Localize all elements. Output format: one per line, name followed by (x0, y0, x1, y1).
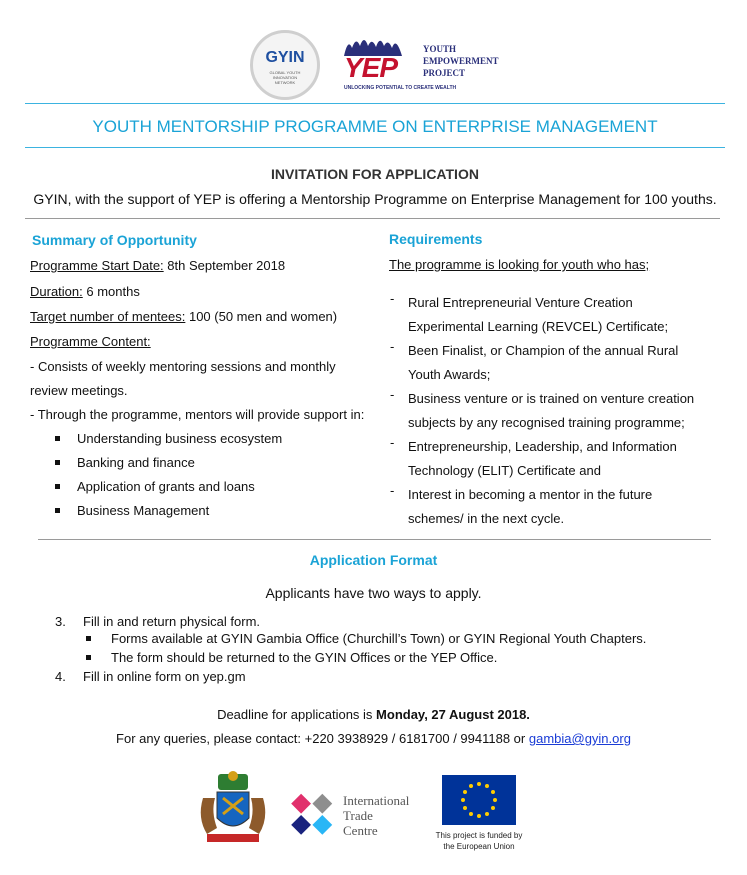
step-number: 3. (55, 614, 66, 629)
eu-line: This project is funded by (435, 831, 523, 840)
requirement-item (408, 435, 677, 483)
requirement-item (408, 291, 668, 339)
requirement-line: Entrepreneurship, Leadership, and Information (408, 439, 677, 454)
content-line-1a: - Consists of weekly mentoring sessions and monthly (30, 359, 336, 374)
content-line-1b: review meetings. (30, 383, 128, 398)
requirement-line: schemes/ in the next cycle. (408, 511, 565, 526)
step-sub-item: The form should be returned to the GYIN Offices or the YEP Office. (111, 650, 498, 665)
requirement-dash: - (390, 483, 395, 498)
contact-email-link[interactable]: gambia@gyin.org (528, 731, 631, 746)
gyin-logo (250, 30, 320, 100)
requirement-line: Experimental Learning (REVCEL) Certificate; (408, 319, 669, 334)
deadline-date: Monday, 27 August 2018. (376, 707, 530, 722)
title-rule-bottom (25, 147, 725, 148)
requirement-item (408, 339, 678, 387)
requirements-lead: The programme is looking for youth who has; (389, 257, 650, 272)
requirement-dash: - (390, 339, 395, 354)
itc-line: Centre (343, 823, 378, 838)
duration-label: Duration: (30, 284, 83, 299)
yep-logo (342, 34, 512, 94)
section-rule (38, 539, 711, 540)
itc-text (343, 793, 409, 838)
deadline-prefix: Deadline for applications is (217, 707, 377, 722)
requirement-line: Youth Awards; (408, 367, 491, 382)
summary-bullet: Business Management (77, 503, 210, 518)
duration-value: 6 months (82, 284, 140, 299)
itc-line: International (343, 793, 410, 808)
format-lead: Applicants have two ways to apply. (265, 585, 482, 601)
bullet-marker (55, 508, 60, 513)
content-label: Programme Content: (30, 334, 151, 349)
requirement-line: Technology (ELIT) Certificate and (408, 463, 601, 478)
yep-name-2: EMPOWERMENT (423, 56, 499, 66)
gyin-logo-sub: GLOBAL YOUTH INNOVATION NETWORK (269, 70, 301, 85)
yep-logo-text: YEP (344, 52, 398, 83)
intro-text: GYIN, with the support of YEP is offering a Mentorship Programme on Enterprise Management for 100 youths. (33, 191, 717, 207)
eu-line: the European Union (443, 842, 515, 851)
requirements-heading: Requirements (389, 231, 483, 247)
mentees-value: 100 (50 men and women) (185, 309, 338, 324)
requirement-dash: - (390, 387, 395, 402)
summary-heading: Summary of Opportunity (32, 232, 197, 248)
summary-bullet: Application of grants and loans (77, 479, 255, 494)
content-line-2: - Through the programme, mentors will provide support in: (30, 407, 365, 422)
requirement-line: Interest in becoming a mentor in the future (408, 487, 653, 502)
contact-prefix: For any queries, please contact: +220 3938929 / 6181700 / 9941188 or (116, 731, 529, 746)
intro-rule (25, 218, 720, 219)
step-sub-item: Forms available at GYIN Gambia Office (Churchill’s Town) or GYIN Regional Youth Chapters. (111, 631, 647, 646)
page-title: YOUTH MENTORSHIP PROGRAMME ON ENTERPRISE MANAGEMENT (92, 117, 658, 136)
gambia-coat-of-arms-icon (193, 768, 273, 848)
step-text: Fill in online form on yep.gm (83, 669, 246, 684)
requirement-line: Been Finalist, or Champion of the annual Rural (408, 343, 679, 358)
itc-line: Trade (343, 808, 373, 823)
summary-bullet: Understanding business ecosystem (77, 431, 283, 446)
bullet-marker (55, 436, 60, 441)
mentees-label: Target number of mentees: (30, 309, 186, 324)
title-rule-top (25, 103, 725, 104)
yep-name-1: YOUTH (423, 44, 457, 54)
start-date-line (30, 258, 285, 273)
requirement-item (408, 483, 652, 531)
bullet-marker (86, 636, 91, 641)
requirement-item (408, 387, 694, 435)
start-date-label: Programme Start Date: (30, 258, 164, 273)
requirement-line: Rural Entrepreneurial Venture Creation (408, 295, 633, 310)
requirement-dash: - (390, 435, 395, 450)
eu-flag-icon (442, 775, 516, 825)
step-text: Fill in and return physical form. (83, 614, 261, 629)
bullet-marker (55, 484, 60, 489)
yep-tagline: UNLOCKING POTENTIAL TO CREATE WEALTH (344, 85, 457, 91)
summary-bullet: Banking and finance (77, 455, 195, 470)
bullet-marker (55, 460, 60, 465)
requirement-dash: - (390, 291, 395, 306)
eu-funding-text (422, 830, 536, 852)
bullet-marker (86, 655, 91, 660)
requirement-line: subjects by any recognised training programme; (408, 415, 685, 430)
mentees-line (30, 309, 337, 324)
requirement-line: Business venture or is trained on venture creation (408, 391, 695, 406)
itc-logo-icon (283, 787, 339, 843)
subtitle: INVITATION FOR APPLICATION (271, 166, 479, 182)
contact-line (0, 731, 747, 746)
gyin-logo-text: GYIN (265, 49, 305, 66)
start-date-value: 8th September 2018 (163, 258, 286, 273)
format-heading: Application Format (309, 552, 438, 568)
yep-name-3: PROJECT (423, 68, 466, 78)
deadline-line (0, 707, 747, 722)
duration-line (30, 284, 140, 299)
step-number: 4. (55, 669, 66, 684)
